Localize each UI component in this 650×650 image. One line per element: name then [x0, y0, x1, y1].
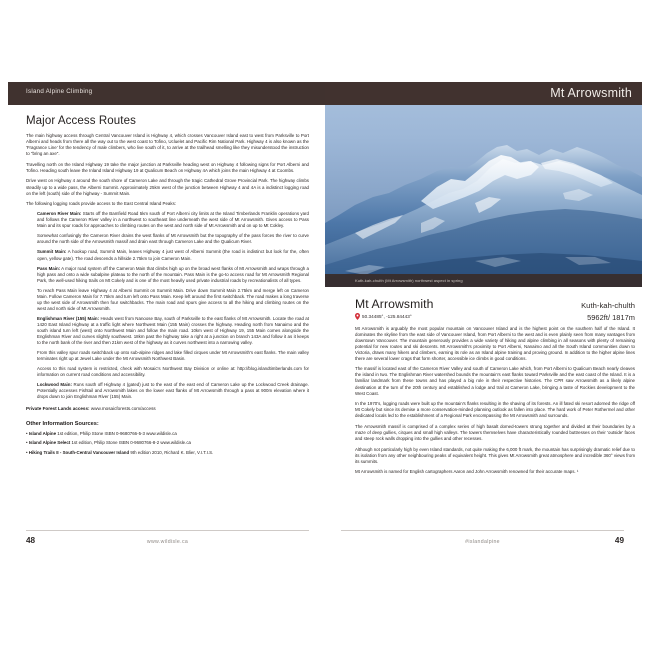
footer-divider [341, 530, 624, 531]
private-lands-lead: Private Forest Lands access: [26, 406, 90, 412]
description-paragraph: Mt Arrowsmith is arguably the most popular mountain on Vancouver Island and is the highest point on the southern half of the Island. It dominates the skyline from the east side of Vancouver Island, from Port Alberni to the west and is even plainly seen from many vantages from downtown Vancouver. The mountain generously provides a wide variety of hiking and alpine climbing in all seasons with plenty of remaining potential for new routes and ski descents. Mt Arrowsmith's proximity to Port Alberni, Nanaimo and all the South Island communities down to Victoria, draws many hikers and climbers, earning its role as an Island alpine training and proving ground. In addition to the higher alpine lines there are several lower crags that form shorter, accessible ice climbs in good conditions. [355, 325, 635, 361]
mountain-photo [325, 105, 642, 287]
intro-paragraph: The main highway access through Central Vancouver Island is Highway 4, which crosses Vancouver Island east to west from Parksville to Port Alberni and heads from there all the way out to the west coast to Tofino, Ucluelet and Pacific Rim National Park. Highway 4 is also known as the 'Fragrance Line' for the tendency of male climbers, who live south of it, to arrive at the trailhead smelling like they misunderstood the instruction to "bring an axe". [26, 133, 309, 157]
road-entry [37, 211, 309, 229]
left-page [8, 82, 325, 562]
road-entry-text: A major road system off the Cameron Main that climbs high up on the broad west flanks of Mt Arrowsmith and wraps through a high pass and onto a wide subalpine plateau to the north of the mountain. Pass Main is the go-to access road for Mt Arrowsmith Regional Park, the well-used hiking trails on Mt Cokely and is one of the most heavily used private industrial roads by recreationalists of all types. [37, 265, 309, 283]
bullet-marker: • [26, 430, 29, 436]
right-page [325, 82, 642, 562]
description-paragraph: Mt Arrowsmith is named for English cartographers Aaron and John Arrowsmith renowned for their accurate maps. ¹ [355, 469, 579, 475]
road-entry-lead: Englishman River (155) Main: [37, 315, 100, 321]
right-page-footer [341, 536, 624, 548]
road-entry-text: Somewhat confusingly the Cameron River drains the west flanks of Mt Arrowsmith but the topography of the pass forces the river to curve around the north side of the Arrowsmith massif and drain east through Cameron Lake and the Qualicum River. [37, 233, 309, 245]
road-entry-text: Access to this road system is restricted, check with Mosaic's Northwest Bay Division or online at: http://blog.islandtimberlands.com for information on current road conditions and accessibility. [37, 366, 309, 378]
peak-name: Mt Arrowsmith [355, 297, 434, 311]
road-entry-lead: Lockwood Main: [37, 382, 72, 388]
bullet-marker: • [26, 449, 29, 455]
peak-title-row [355, 297, 635, 311]
footer-divider [26, 530, 309, 531]
road-entry [37, 366, 309, 378]
page-title: Major Access Routes [26, 115, 136, 127]
intro-paragraph: Drive west on Highway 4 around the south shore of Cameron Lake and through the tragic Cathedral Grove Provincial Park. The highway climbs steadily up to a wide pass, the Alberni Summit. Approximately 25km west of the junction between Highway 4 and 4A is a indistinct logging road on the left (south) side of the highway - Summit Main. [26, 178, 309, 196]
peak-alternate-name: Kuth-kah-chulth [581, 301, 635, 310]
road-entry [37, 266, 309, 284]
map-pin-icon [355, 313, 360, 320]
road-entry-text: Starts off the Bamfield Road 5km south of Port Alberni city limits at the Island Timberlands Franklin operations yard and follows the Cameron River valley in a northwest to southeast line underneath the west side of Mt Arrowsmith. Gives access to Pass Main and its spur roads for approaches to climbing routes on the west and north side of Mt Arrowsmith and on up to Mt Cokley. [37, 211, 309, 229]
road-entry [37, 382, 309, 400]
coordinates-group [355, 313, 412, 320]
elevation-text: 5962ft/ 1817m [587, 312, 635, 322]
road-entry-lead: Summit Main: [37, 249, 67, 255]
road-entry-lead: Cameron River Main: [37, 211, 82, 217]
source-detail: 9th edition 2010, Richard K. Blier, V.I.T.I.S. [129, 449, 214, 455]
page-number: 49 [614, 536, 624, 545]
description-paragraph: The massif is located east of the Cameron River Valley and south of Cameron Lake which, from Port Alberni to Qualicum Beach nearly cleaves the island in two. The Englishman River watershed bounds the mountain's east flanks toward Parksville and the east coast of the Island. It is a familiar landmark from these towns and has played a big role in their respective histories. The CPR saw Arrowsmith as a likely alpine destination at the turn of the 20th century and established a lodge and trail at Cameron Lake, bringing a taste of Rockies development to the West Coast. [355, 366, 635, 396]
footer-hashtag: #islandalpine [465, 538, 500, 545]
description-paragraph: In the 1970's, logging roads were built up the mountain's flanks resulting in the shaving of its forests. An ill fated ski resort adorned the ridge off Mt Cokely but since its demise a more conservation-minded planning outlook as fallen into place. The hard work of Peter Rothermel and other dedicated locals led to the establishment of a Regional Park encompassing the Mt Arrowsmith and surrounds. [355, 401, 635, 419]
private-lands-note [26, 406, 309, 412]
mountain-ridge-graphic [325, 105, 642, 287]
running-head-left: Island Alpine Climbing [26, 88, 93, 95]
source-title: Island Alpine [28, 430, 57, 436]
description-paragraph: Although not particularly high by even Island standards, not quite making the 6,000 ft mark, the mountain has surprisingly dramatic relief due to its isolation from any other neighbouring peaks of equivalent height. This gives Mt Arrowsmith great atmosphere and incredible 360° views from its summits. [355, 446, 635, 464]
source-title: Island Alpine Select [28, 440, 71, 446]
left-page-body [26, 115, 309, 460]
left-page-footer [26, 536, 309, 548]
photo-caption: Kuth-kah-chulth (Mt Arrowsmith) northwest aspect in spring [355, 278, 463, 284]
bullet-marker: • [26, 440, 29, 446]
road-entry-text: From this valley spur roads switchback up onto sub-alpine ridges and lake filled cirques under Mt Arrowsmith's east flanks. The main valley terminates right up at Jewel Lake under the Mt Arrowsmith Northwest Basin. [37, 350, 309, 362]
footer-website: www.wildisle.ca [146, 538, 189, 545]
road-entry-text: Runs south off Highway 4 (gated) just to the east of the east end of Cameron Lake up the Lockwood Creek drainage. Potentially accesses Fishtail and Arrowsmith lakes on the lower east flanks of Mt Arrowsmith through a pass at 900m elevation where it drops down to join Englishman River (155) Main. [37, 382, 309, 400]
peak-meta-row [355, 313, 635, 322]
road-entry [37, 288, 309, 312]
source-item [26, 450, 309, 456]
coordinates-text: 50.34485°, -125.84443° [362, 313, 412, 319]
road-entry [37, 233, 309, 245]
source-detail: 1st edition, Philip Stone ISBN 0-9680766-8-2 www.wildisle.ca [70, 440, 191, 446]
road-entry-text: Heads west from Nanoose Bay, south of Parksville to the east flanks of Mt Arrowsmith. Locate the road at 1420 East Island Highway at a traffic light where Northwest Main (155 Main) crosses the highway. Heading north from Nanaimo and the south island turn left (west) onto Northwest Main and follow the main road. 10km west of Highway 19, 155 Main comes alongside the Englishman River and curves slightly southwest. 18km past the highway take a right at a junction on branch 143A and follow it as it keeps to the north bank of the river and then 21km west of the highway as it curves northwest into a narrowing valley. [37, 315, 309, 346]
road-entry [37, 249, 309, 261]
source-detail: 1st edition, Philip Stone ISBN 0-9680766-5-3 www.wildisle.ca [56, 430, 177, 436]
road-entry-lead: Pass Main: [37, 265, 61, 271]
page-number: 48 [26, 536, 36, 545]
road-entry-text: A hookup road, Summit Main, leaves Highway 4 just west of Alberni Summit (the road is indistinct but look for the, often open, yellow gate). The road descends a hillside 2.75km to join Cameron Main. [37, 249, 310, 261]
right-page-body [355, 297, 635, 480]
source-item [26, 440, 309, 446]
source-item [26, 431, 309, 437]
road-entry [37, 316, 309, 346]
intro-paragraph: Travelling north on the Island Highway 19 take the major junction at Parksville heading west on Highway 4 following signs for Port Alberni and Tofino. Heading south leave the Inland Island Highway 19 at Qualicum Beach on Highway 4A which joins the main Highway 4 at Coombs. [26, 161, 309, 173]
running-head-right: Mt Arrowsmith [550, 85, 632, 100]
source-title: Hiking Trails II - South-Central Vancouver Island [28, 449, 130, 455]
intro-paragraph: The following logging roads provide access to the East Central Island Peaks: [26, 201, 177, 207]
description-paragraph: The Arrowsmith massif is comprised of a complex series of high basalt domed-towers strung together and divided at their boundaries by a maze of deep gullies, cirques and small high valleys. The towers themselves have characteristically rounded buttresses on their 'outside' faces and steep rock walls dropping into the gullies and other recesses. [355, 423, 635, 442]
private-lands-url[interactable]: www.mosaicforests.com/access [89, 406, 156, 412]
sources-heading: Other Information Sources: [26, 420, 99, 427]
road-entry [37, 350, 309, 362]
road-entry-text: To reach Pass Main leave Highway 4 at Alberni Summit on Summit Main. Drive down Summit Main 2.75km and merge left on Cameron Main. Follow Cameron Main for 7.75km and turn left onto Pass Main. Keep left around the first switchback. The road makes a long traverse up the west side of Arrowsmith then four switchbacks. The main road and spurs give access to all the hiking and climbing routes on the west and north side of Mt Arrowsmith. [37, 287, 309, 311]
